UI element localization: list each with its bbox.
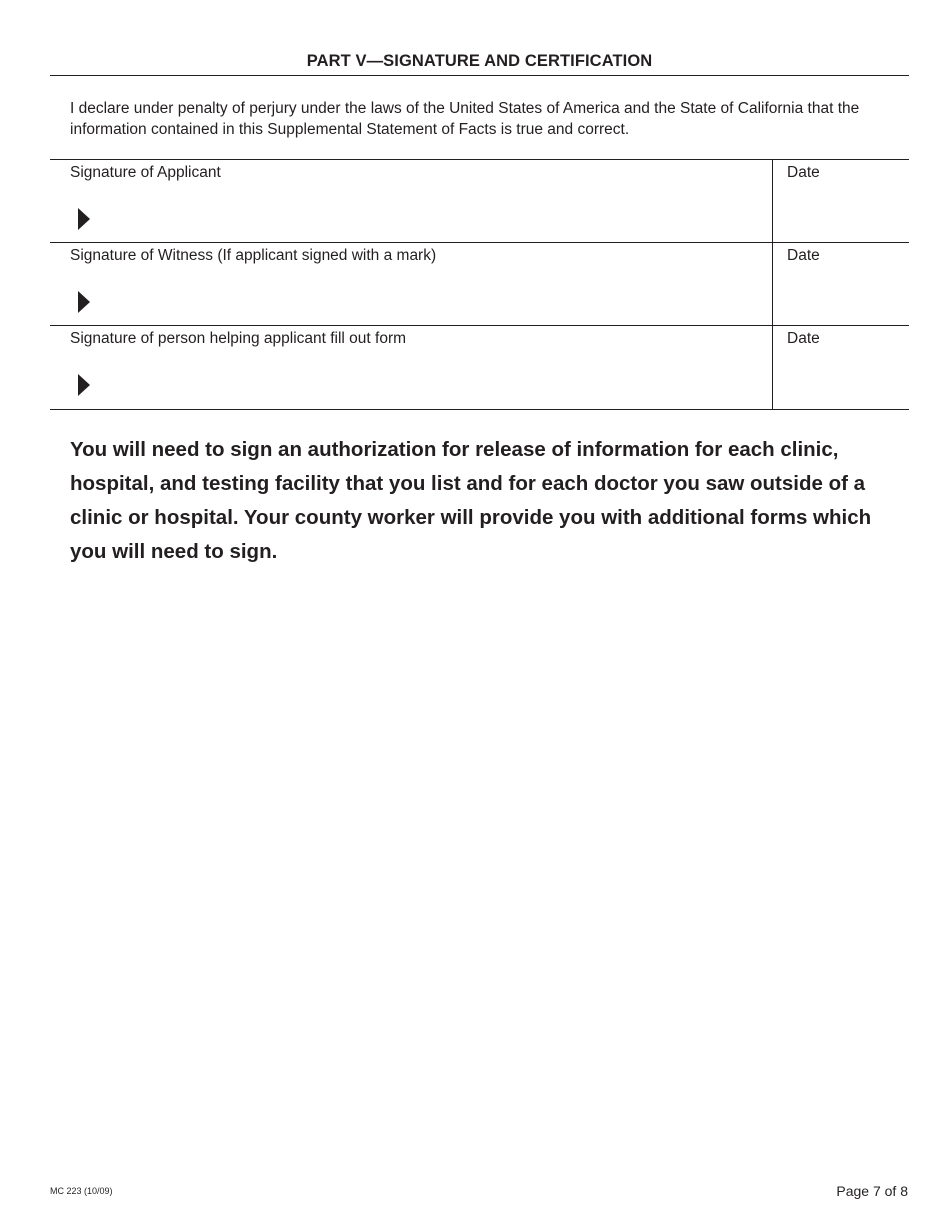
sign-here-arrow-icon	[78, 374, 90, 396]
helper-signature-label: Signature of person helping applicant fill out form	[70, 330, 407, 347]
authorization-notice: You will need to sign an authorization for release of information for each clinic, hospital, and testing facility that you list and for each doctor you saw outside of a clinic or hospital. Your county worker will provide you with additional forms which you will need to sign.	[70, 438, 872, 563]
applicant-date-label: Date	[787, 164, 820, 181]
title-divider	[50, 75, 909, 76]
witness-date-label: Date	[787, 247, 820, 264]
applicant-date-field[interactable]	[773, 160, 909, 242]
witness-signature-field[interactable]	[50, 243, 773, 325]
page-number: Page 7 of 8	[836, 1183, 908, 1199]
witness-signature-label: Signature of Witness (If applicant signed with a mark)	[70, 247, 437, 264]
helper-date-label: Date	[787, 330, 820, 347]
signature-row-helper	[50, 326, 909, 409]
witness-date-field[interactable]	[773, 243, 909, 325]
helper-date-field[interactable]	[773, 326, 909, 409]
form-id: MC 223 (10/09)	[50, 1186, 113, 1196]
section-title: PART V—SIGNATURE AND CERTIFICATION	[306, 52, 653, 70]
helper-signature-field[interactable]	[50, 326, 773, 409]
perjury-declaration: I declare under penalty of perjury under the laws of the United States of America and the State of California that the information contained in this Supplemental Statement of Facts is true and correct.	[70, 100, 860, 138]
signature-row-witness	[50, 243, 909, 326]
sign-here-arrow-icon	[78, 208, 90, 230]
signature-table	[50, 159, 909, 410]
sign-here-arrow-icon	[78, 291, 90, 313]
applicant-signature-field[interactable]	[50, 160, 773, 242]
signature-row-applicant	[50, 160, 909, 243]
applicant-signature-label: Signature of Applicant	[70, 164, 221, 181]
